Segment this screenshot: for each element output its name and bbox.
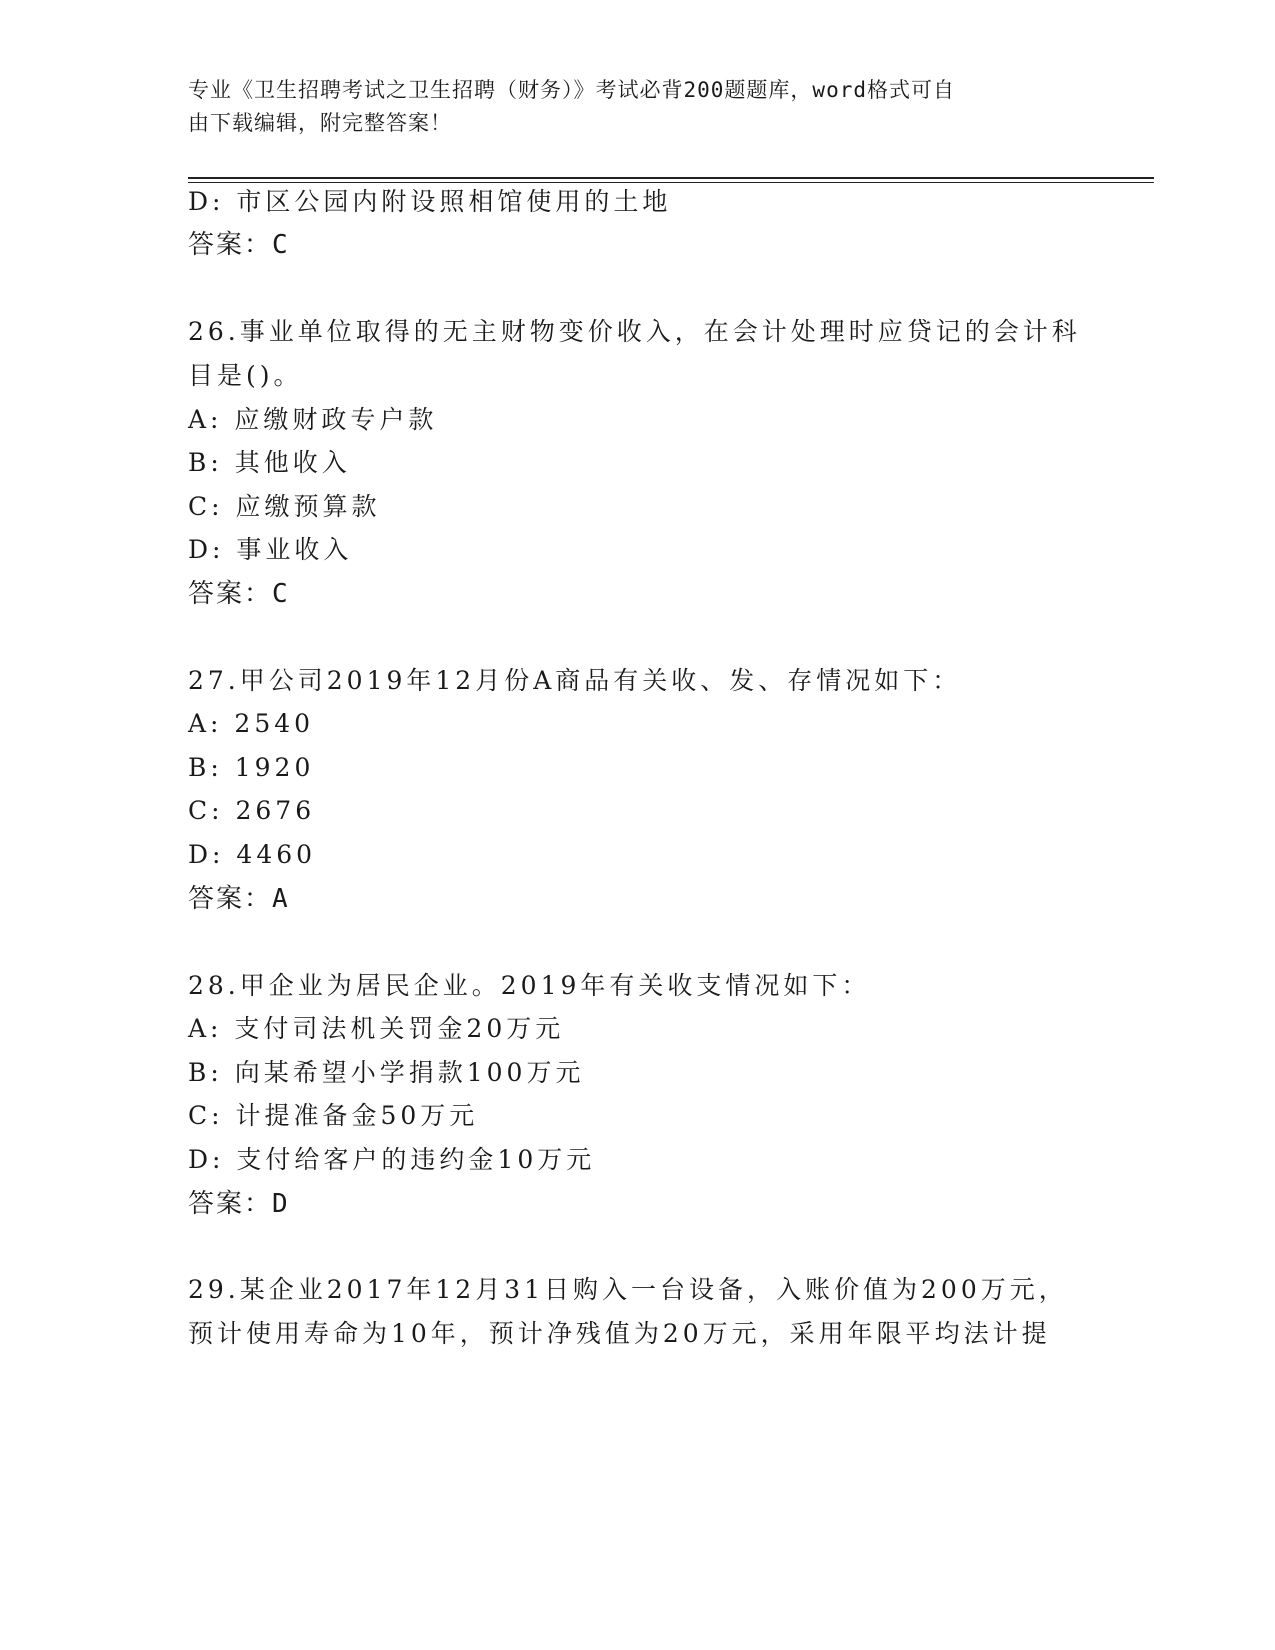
q28-option-a: A: 支付司法机关罚金20万元: [188, 1014, 565, 1043]
header-line-2: 由下载编辑，附完整答案！: [188, 111, 452, 135]
q29-stem-line-2: 预计使用寿命为10年，预计净残值为20万元，采用年限平均法计提: [188, 1319, 1051, 1348]
q26-stem-line-2: 目是()。: [188, 361, 303, 390]
q28-answer: [188, 1189, 290, 1219]
q27-option-a: A: 2540: [188, 709, 315, 738]
q27-option-b: B: 1920: [188, 753, 315, 782]
prev-option-d: D: 市区公园内附设照相馆使用的土地: [188, 187, 672, 216]
q27-option-d: D: 4460: [188, 840, 317, 869]
q27-stem-line-1: 27.甲公司2019年12月份A商品有关收、发、存情况如下：: [188, 666, 962, 695]
q26-option-d: D: 事业收入: [188, 535, 353, 564]
q28-answer-value: D: [272, 1189, 290, 1219]
q28-option-d: D: 支付给客户的违约金10万元: [188, 1145, 596, 1174]
q28-option-b: B: 向某希望小学捐款100万元: [188, 1058, 585, 1087]
header-line-1: 专业《卫生招聘考试之卫生招聘（财务）》考试必背200题题库，word格式可自: [188, 78, 955, 102]
header-divider-thin: [188, 182, 1154, 183]
q28-stem-line-1: 28.甲企业为居民企业。2019年有关收支情况如下：: [188, 971, 871, 1000]
q26-option-c: C: 应缴预算款: [188, 492, 381, 521]
q28-answer-label: 答案：: [188, 1189, 273, 1219]
q27-answer-value: A: [272, 884, 290, 914]
header-divider-thick: [188, 177, 1154, 179]
q27-answer: [188, 884, 290, 914]
document-header: [188, 74, 1068, 140]
prev-answer-label: 答案：: [188, 230, 273, 260]
prev-answer: [188, 230, 290, 260]
q28-option-c: C: 计提准备金50万元: [188, 1101, 479, 1130]
q26-stem-line-1: 26.事业单位取得的无主财物变价收入，在会计处理时应贷记的会计科: [188, 317, 1081, 346]
prev-answer-value: C: [272, 230, 290, 260]
q26-option-b: B: 其他收入: [188, 448, 351, 477]
q26-option-a: A: 应缴财政专户款: [188, 405, 438, 434]
q26-answer-label: 答案：: [188, 579, 273, 609]
q27-answer-label: 答案：: [188, 884, 273, 914]
q29-stem-line-1: 29.某企业2017年12月31日购入一台设备，入账价值为200万元，: [188, 1275, 1068, 1304]
q26-answer-value: C: [272, 579, 290, 609]
q26-answer: [188, 579, 290, 609]
q27-option-c: C: 2676: [188, 796, 316, 825]
